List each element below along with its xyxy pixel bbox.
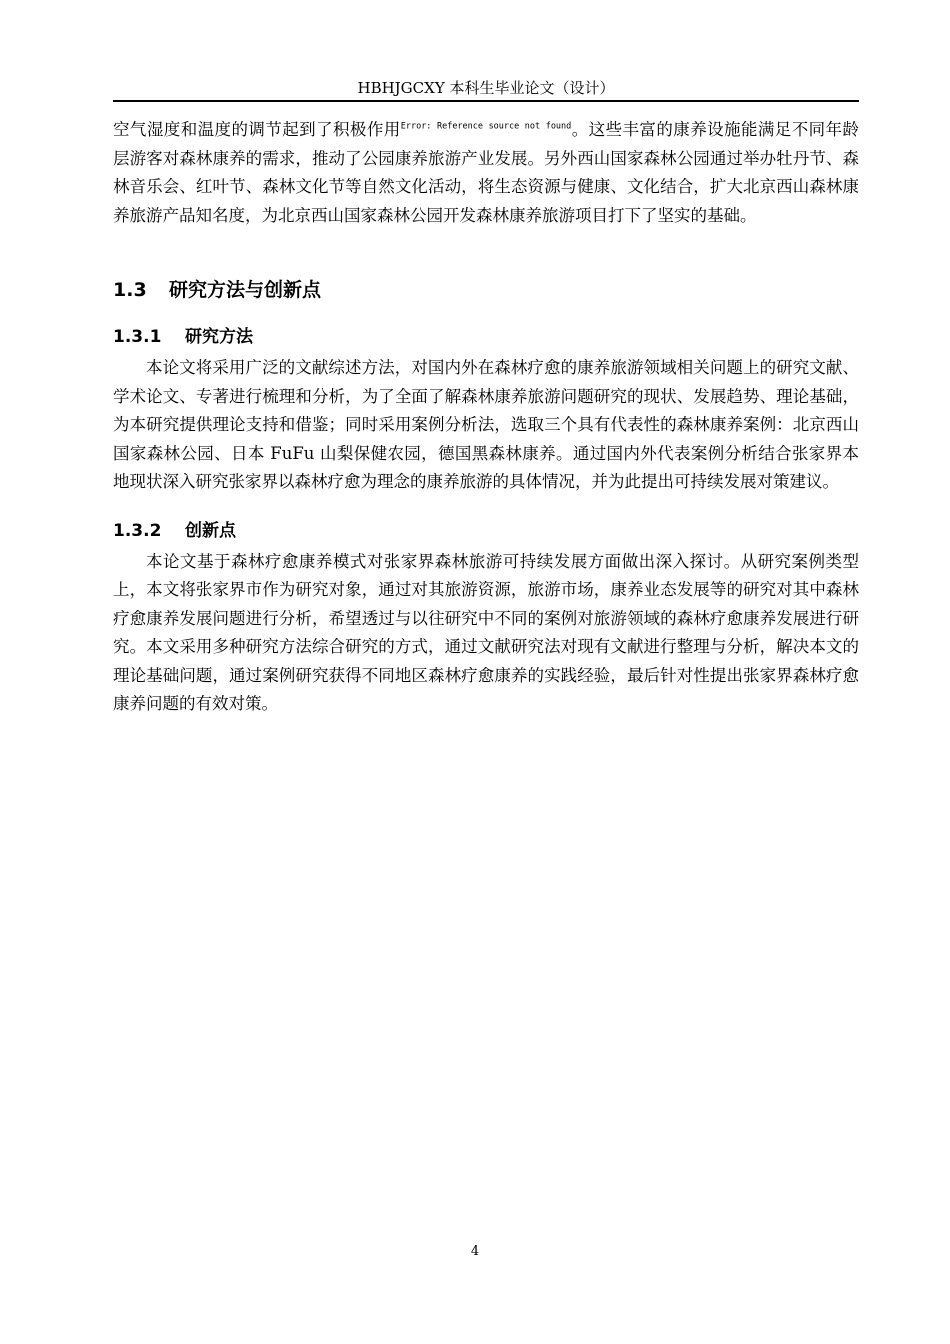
intro-paragraph-text-2: 。这些丰富的康养设施能满足不同年龄层游客对森林康养的需求，推动了公园康养旅游产业发展。另外西山国家森林公园通过举办牡丹节、森林音乐会、红叶节、森林文化节等自然文化活动，将生态资源与健康、文化结合，扩大北京西山森林康养旅游产品知名度，为北京西山国家森林公园开发森林康养旅游项目打下了坚实的基础。 — [113, 120, 860, 225]
intro-paragraph — [113, 116, 859, 230]
section-heading-1-3 — [113, 277, 859, 303]
intro-paragraph-text-1: 空气湿度和温度的调节起到了积极作用 — [113, 120, 401, 139]
section-number: 1.3 — [113, 279, 147, 301]
subsection-number: 1.3.1 — [113, 327, 162, 347]
research-method-paragraph: 本论文将采用广泛的文献综述方法，对国内外在森林疗愈的康养旅游领域相关问题上的研究文献、学术论文、专著进行梳理和分析，为了全面了解森林康养旅游问题研究的现状、发展趋势、理论基础，为本研究提供理论支持和借鉴；同时采用案例分析法，选取三个具有代表性的森林康养案例：北京西山国家森林公园、日本 FuFu 山梨保健农园，德国黑森林康养。通过国内外代表案例分析结合张家界本地现状深入研究张家界以森林疗愈为理念的康养旅游的具体情况，并为此提出可持续发展对策建议。 — [113, 358, 859, 491]
page-body — [113, 116, 859, 719]
page-number: 4 — [470, 1244, 480, 1259]
subsection-title: 研究方法 — [185, 327, 253, 347]
subsection-title: 创新点 — [185, 520, 236, 541]
page-header: HBHJGCXY 本科生毕业论文（设计） — [357, 79, 615, 97]
innovation-paragraph: 本论文基于森林疗愈康养模式对张家界森林旅游可持续发展方面做出深入探讨。从研究案例类型上，本文将张家界市作为研究对象，通过对其旅游资源，旅游市场，康养业态发展等的研究对其中森林疗愈康养发展问题进行分析，希望透过与以往研究中不同的案例对旅游领域的森林疗愈康养发展进行研究。本文采用多种研究方法综合研究的方式，通过文献研究法对现有文献进行整理与分析，解决本文的理论基础问题，通过案例研究获得不同地区森林疗愈康养的实践经验，最后针对性提出张家界森林疗愈康养问题的有效对策。 — [113, 551, 859, 713]
section-title: 研究方法与创新点 — [169, 279, 322, 301]
subsection-number: 1.3.2 — [113, 520, 162, 541]
subsection-heading-1-3-1 — [113, 325, 859, 349]
reference-error-note: Error: Reference source not found — [400, 121, 572, 132]
subsection-heading-1-3-2 — [113, 519, 859, 543]
header-rule — [113, 100, 859, 102]
